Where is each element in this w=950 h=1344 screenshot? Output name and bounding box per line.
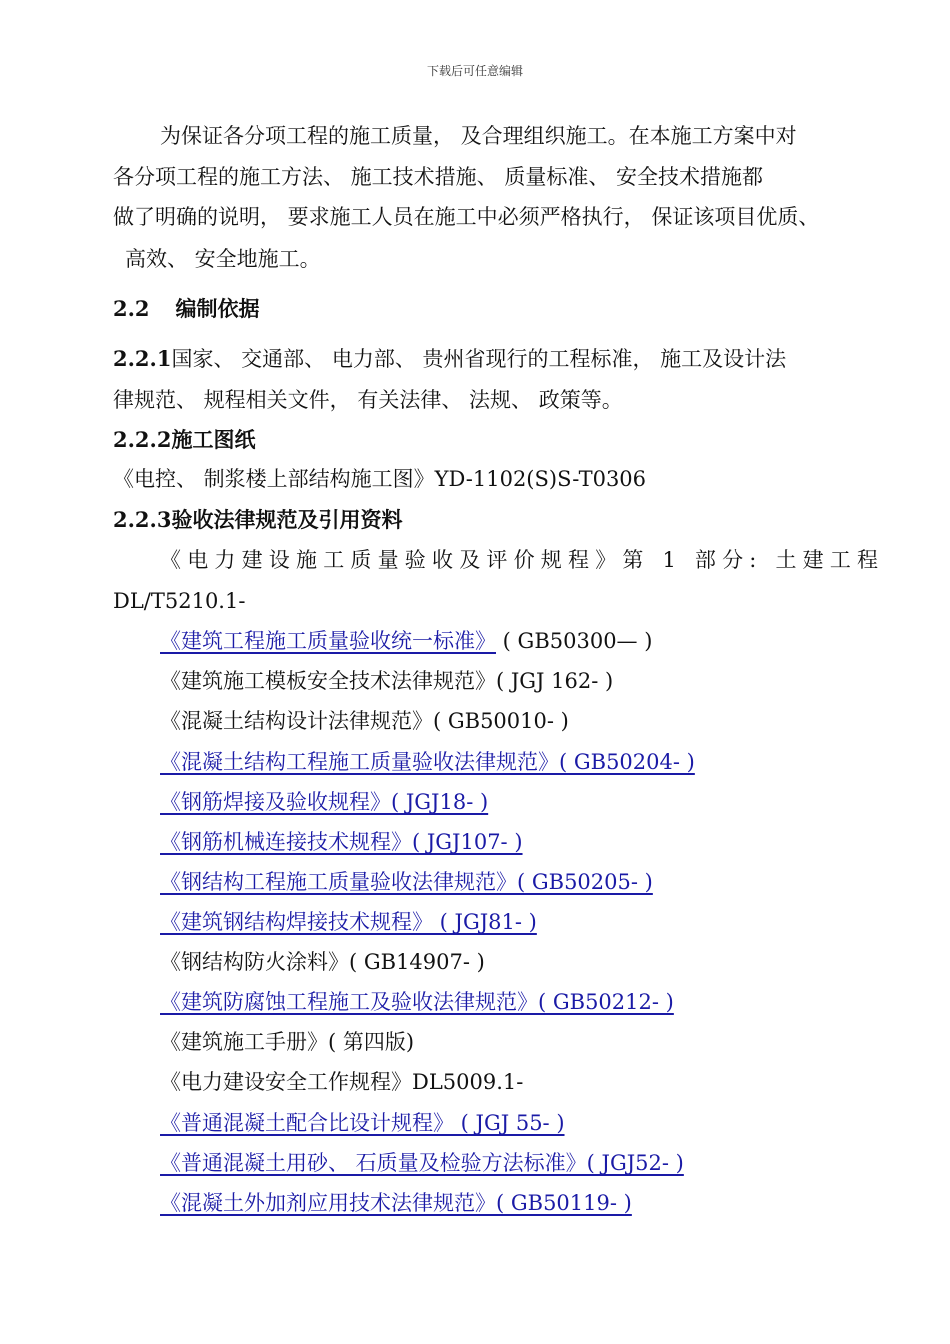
- reference-item: [160, 1110, 565, 1136]
- section-number: 2.2.1: [113, 346, 172, 371]
- reference-item: [160, 628, 652, 654]
- section-title: 施工图纸: [171, 427, 256, 452]
- page-header: 下载后可任意编辑: [426, 64, 523, 78]
- reference-item: 《混凝土结构设计法律规范》( GB50010- ): [160, 709, 569, 733]
- section-number: 2.2.3: [113, 507, 172, 532]
- reference-dl5210-line-1: 《电力建设施工质量验收及评价规程》第 1 部分: 土建工程: [160, 548, 885, 572]
- reference-link[interactable]: 《建筑钢结构焊接技术规程》 ( JGJ81- ): [160, 910, 537, 934]
- reference-link[interactable]: 《普通混凝土配合比设计规程》 ( JGJ 55- ): [160, 1111, 565, 1135]
- section-2-2-1-line-1: [113, 346, 786, 372]
- reference-link[interactable]: 《钢筋焊接及验收规程》( JGJ18- ): [160, 790, 489, 814]
- section-number: 2.2.2: [113, 427, 172, 452]
- reference-item: [160, 829, 523, 855]
- reference-suffix: ( GB50300— ): [496, 629, 653, 653]
- drawing-reference: 《电控、 制浆楼上部结构施工图》YD-1102(S)S-T0306: [113, 467, 647, 491]
- reference-link[interactable]: 《建筑防腐蚀工程施工及验收法律规范》( GB50212- ): [160, 990, 674, 1014]
- reference-link[interactable]: 《钢结构工程施工质量验收法律规范》( GB50205- ): [160, 870, 653, 894]
- intro-line-2: 各分项工程的施工方法、 施工技术措施、 质量标准、 安全技术措施都: [113, 165, 764, 189]
- reference-link[interactable]: 《混凝土结构工程施工质量验收法律规范》( GB50204- ): [160, 750, 695, 774]
- reference-link[interactable]: 《钢筋机械连接技术规程》( JGJ107- ): [160, 830, 523, 854]
- reference-item: [160, 1150, 684, 1176]
- reference-link[interactable]: 《混凝土外加剂应用技术法律规范》( GB50119- ): [160, 1191, 632, 1215]
- section-title: 编制依据: [175, 296, 260, 321]
- reference-item: [160, 909, 537, 935]
- reference-item: 《电力建设安全工作规程》DL5009.1-: [160, 1070, 524, 1094]
- reference-item: 《钢结构防火涂料》( GB14907- ): [160, 950, 485, 974]
- intro-line-1: 为保证各分项工程的施工质量， 及合理组织施工。在本施工方案中对: [160, 124, 797, 148]
- reference-link[interactable]: 《建筑工程施工质量验收统一标准》: [160, 629, 496, 653]
- reference-item: [160, 869, 653, 895]
- reference-item: [160, 749, 695, 775]
- reference-item: 《建筑施工模板安全技术法律规范》( JGJ 162- ): [160, 669, 614, 693]
- reference-item: [160, 789, 488, 815]
- section-number: 2.2: [113, 296, 150, 321]
- section-heading-2-2-2: [113, 427, 255, 453]
- section-2-2-1-line-2: 律规范、 规程相关文件， 有关法律、 法规、 政策等。: [113, 388, 623, 412]
- section-title: 验收法律规范及引用资料: [171, 507, 403, 532]
- section-heading-2-2-3: [113, 507, 402, 533]
- reference-dl5210-line-2: DL/T5210.1-: [113, 589, 246, 613]
- intro-line-3: 做了明确的说明， 要求施工人员在施工中必须严格执行， 保证该项目优质、: [113, 205, 820, 229]
- intro-line-4: 高效、 安全地施工。: [125, 247, 321, 271]
- section-heading-2-2: [113, 296, 260, 322]
- reference-item: [160, 1190, 632, 1216]
- section-text: 国家、 交通部、 电力部、 贵州省现行的工程标准， 施工及设计法: [171, 347, 787, 371]
- reference-item: 《建筑施工手册》( 第四版): [160, 1030, 415, 1054]
- reference-item: [160, 989, 674, 1015]
- reference-link[interactable]: 《普通混凝土用砂、 石质量及检验方法标准》( JGJ52- ): [160, 1151, 684, 1175]
